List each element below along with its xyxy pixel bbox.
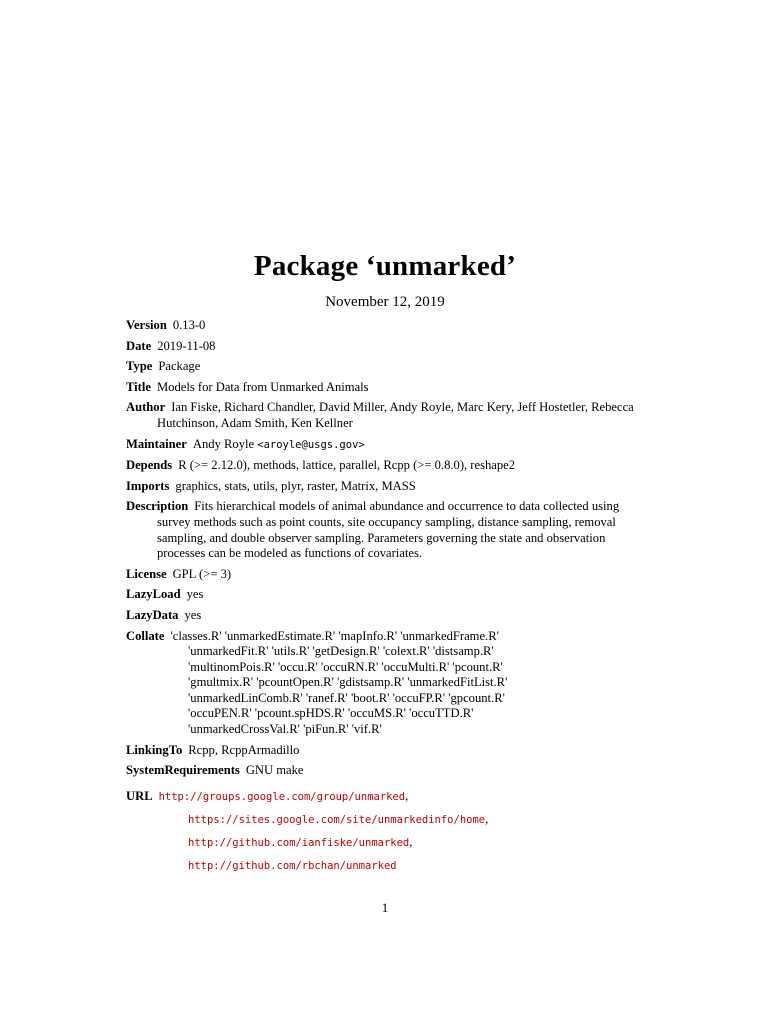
field-linkingto — [126, 743, 646, 759]
url-separator: , — [409, 835, 413, 850]
field-key: Description — [126, 499, 189, 514]
field-description — [126, 499, 646, 561]
field-value: graphics, stats, utils, plyr, raster, Matrix, MASS — [175, 478, 416, 493]
field-key: Depends — [126, 458, 173, 473]
collate-line: 'multinomPois.R' 'occu.R' 'occuRN.R' 'occuMulti.R' 'pcount.R' — [188, 659, 503, 674]
document-date: November 12, 2019 — [325, 294, 445, 310]
field-value: GPL (>= 3) — [172, 566, 232, 581]
field-key: Type — [126, 359, 153, 374]
url-line — [157, 811, 646, 828]
field-type — [126, 359, 646, 375]
url-link[interactable]: http://github.com/rbchan/unmarked — [188, 860, 397, 873]
field-key: URL — [126, 788, 153, 803]
field-key: LazyLoad — [126, 587, 181, 602]
collate-line: 'classes.R' 'unmarkedEstimate.R' 'mapInfo.R' 'unmarkedFrame.R' — [170, 628, 499, 643]
field-key: License — [126, 566, 167, 581]
collate-line: 'unmarkedFit.R' 'utils.R' 'getDesign.R' 'colext.R' 'distsamp.R' — [188, 644, 494, 659]
field-lazyload — [126, 587, 646, 603]
field-collate — [126, 629, 646, 738]
url-link[interactable]: https://sites.google.com/site/unmarkedinfo/home — [188, 814, 486, 827]
field-value: yes — [186, 587, 204, 602]
field-version — [126, 318, 646, 334]
url-separator: , — [405, 788, 409, 803]
field-key: Collate — [126, 628, 165, 643]
field-systemrequirements — [126, 763, 646, 779]
field-value: 0.13-0 — [172, 318, 206, 332]
field-value: Models for Data from Unmarked Animals — [156, 379, 369, 394]
field-key: Imports — [126, 478, 170, 493]
field-maintainer — [126, 437, 646, 454]
url-line — [157, 834, 646, 851]
field-key: SystemRequirements — [126, 763, 240, 778]
field-lazydata — [126, 608, 646, 624]
field-date — [126, 339, 646, 355]
collate-line: 'unmarkedLinComb.R' 'ranef.R' 'boot.R' 'occuFP.R' 'gpcount.R' — [188, 690, 505, 705]
field-key: LazyData — [126, 607, 179, 622]
field-imports — [126, 479, 646, 495]
collate-line: 'occuPEN.R' 'pcount.spHDS.R' 'occuMS.R' 'occuTTD.R' — [188, 706, 474, 721]
collate-line: 'unmarkedCrossVal.R' 'piFun.R' 'vif.R' — [188, 722, 382, 737]
page-title: Package ‘unmarked’ — [253, 250, 517, 282]
field-value: Rcpp, RcppArmadillo — [188, 742, 300, 757]
field-key: LinkingTo — [126, 742, 183, 757]
field-value: GNU make — [245, 763, 304, 778]
field-value: R (>= 2.12.0), methods, lattice, parallel, Rcpp (>= 0.8.0), reshape2 — [178, 458, 516, 473]
url-link[interactable]: http://groups.google.com/group/unmarked — [158, 790, 406, 803]
page-number: 1 — [381, 900, 389, 915]
field-value: Ian Fiske, Richard Chandler, David Miller, Andy Royle, Marc Kery, Jeff Hostetler, Rebecca Hutchinson, Adam Smith, Ken Kellner — [157, 400, 634, 430]
field-key: Author — [126, 400, 166, 415]
field-depends — [126, 458, 646, 474]
field-url — [126, 789, 646, 875]
url-line — [157, 857, 646, 874]
field-license — [126, 567, 646, 583]
field-value: Package — [158, 359, 201, 374]
description-fields — [126, 318, 646, 879]
maintainer-name: Andy Royle — [192, 436, 255, 451]
url-link[interactable]: http://github.com/ianfiske/unmarked — [188, 837, 410, 850]
collate-line: 'gmultmix.R' 'pcountOpen.R' 'gdistsamp.R' 'unmarkedFitList.R' — [188, 675, 508, 690]
field-key: Date — [126, 338, 152, 353]
url-separator: , — [485, 812, 489, 827]
field-value: yes — [184, 607, 202, 622]
field-value: Fits hierarchical models of animal abundance and occurrence to data collected using survey methods such as point counts, site occupancy sampling, distance sampling, removal sampling, and double observer sampling. Parameters governing the state and observation processes can be modeled as functions of covariates. — [157, 499, 620, 561]
field-title — [126, 380, 646, 396]
field-key: Version — [126, 318, 167, 332]
field-key: Maintainer — [126, 436, 187, 451]
field-key: Title — [126, 379, 151, 394]
field-value: 2019-11-08 — [157, 338, 216, 353]
maintainer-email: <aroyle@usgs.gov> — [257, 438, 365, 451]
field-author — [126, 400, 646, 431]
